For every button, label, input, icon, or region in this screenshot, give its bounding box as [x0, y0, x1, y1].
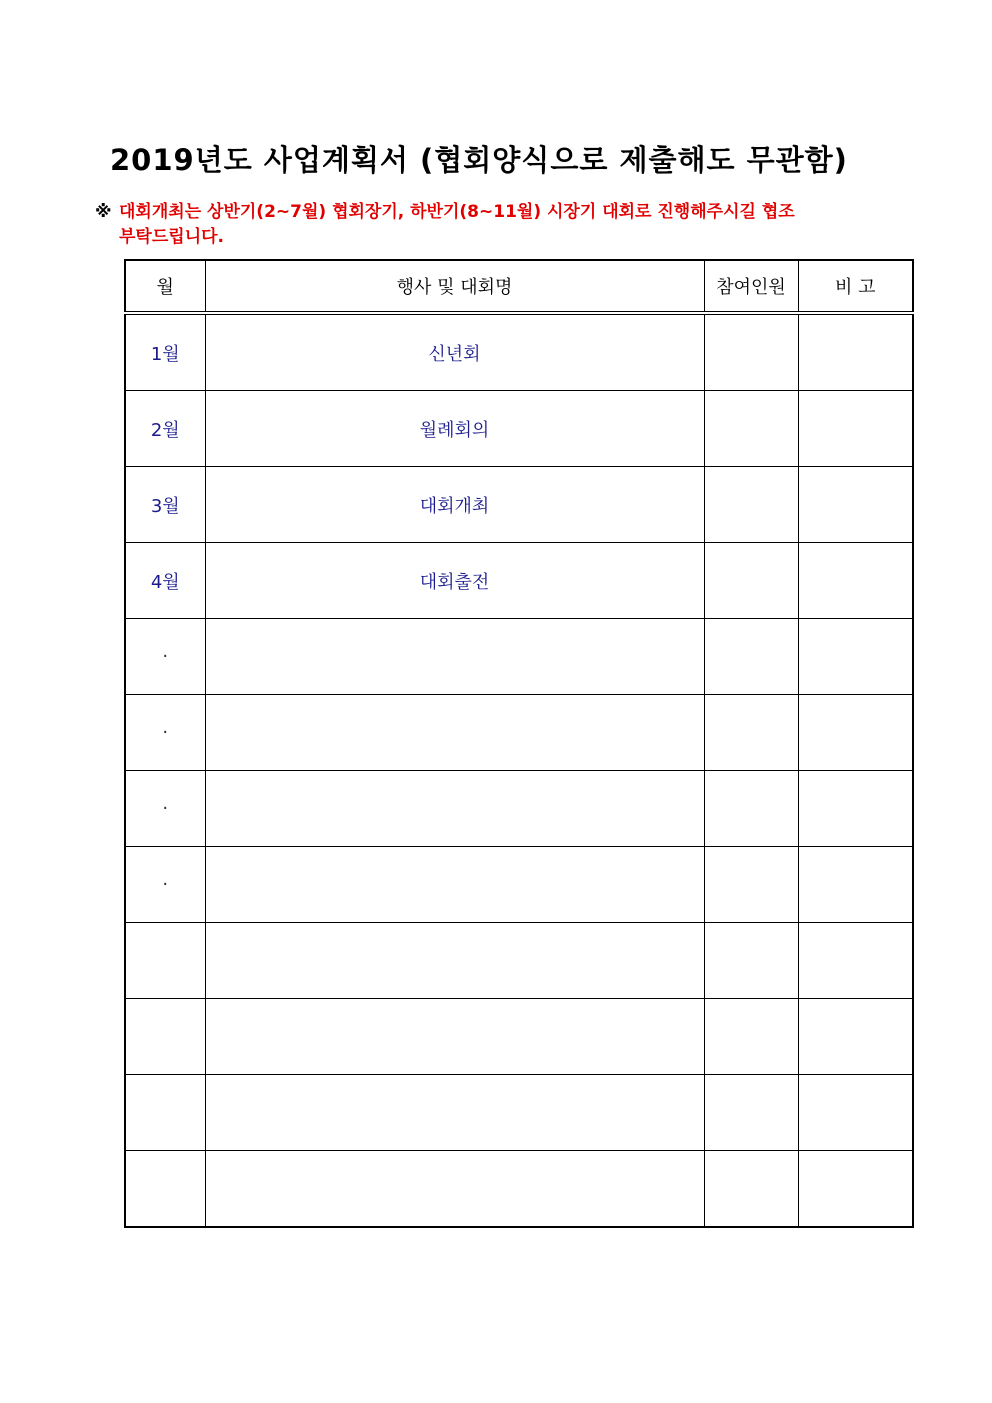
table-row [125, 313, 913, 391]
event-cell[interactable] [205, 1075, 704, 1151]
people-cell[interactable] [704, 1151, 798, 1228]
note-cell[interactable] [798, 695, 913, 771]
people-cell[interactable] [704, 391, 798, 467]
people-cell[interactable] [704, 467, 798, 543]
table-row [125, 771, 913, 847]
event-cell[interactable] [205, 847, 704, 923]
month-cell[interactable] [125, 999, 205, 1075]
event-cell[interactable] [205, 771, 704, 847]
event-cell[interactable]: 대회개최 [205, 467, 704, 543]
note-cell[interactable] [798, 1151, 913, 1228]
header-note: 비 고 [798, 260, 913, 313]
page-title: 2019년도 사업계획서 (협회양식으로 제출해도 무관함) [110, 143, 848, 177]
header-event: 행사 및 대회명 [205, 260, 704, 313]
month-cell[interactable] [125, 1151, 205, 1228]
people-cell[interactable] [704, 771, 798, 847]
table-row [125, 543, 913, 619]
people-cell[interactable] [704, 543, 798, 619]
month-cell[interactable]: 3월 [125, 467, 205, 543]
table-row [125, 999, 913, 1075]
note-cell[interactable] [798, 467, 913, 543]
people-cell[interactable] [704, 847, 798, 923]
reference-mark: ※ [95, 202, 112, 222]
people-cell[interactable] [704, 999, 798, 1075]
table-row [125, 467, 913, 543]
people-cell[interactable] [704, 313, 798, 391]
table-header-row [125, 260, 913, 313]
event-cell[interactable] [205, 1151, 704, 1228]
month-cell[interactable]: 4월 [125, 543, 205, 619]
table-row [125, 695, 913, 771]
table-row [125, 1075, 913, 1151]
month-cell[interactable]: · [125, 847, 205, 923]
month-cell[interactable]: · [125, 771, 205, 847]
table-row [125, 1151, 913, 1228]
header-month: 월 [125, 260, 205, 313]
people-cell[interactable] [704, 1075, 798, 1151]
note-cell[interactable] [798, 847, 913, 923]
note-cell[interactable] [798, 771, 913, 847]
note-cell[interactable] [798, 313, 913, 391]
month-cell[interactable]: 1월 [125, 313, 205, 391]
event-cell[interactable]: 신년회 [205, 313, 704, 391]
event-cell[interactable] [205, 923, 704, 999]
note-cell[interactable] [798, 1075, 913, 1151]
note-cell[interactable] [798, 619, 913, 695]
table-row [125, 391, 913, 467]
table-row [125, 923, 913, 999]
business-plan-table [124, 259, 914, 1228]
table-row [125, 619, 913, 695]
event-cell[interactable] [205, 619, 704, 695]
month-cell[interactable]: · [125, 619, 205, 695]
notice-line-1: 대회개최는 상반기(2~7월) 협회장기, 하반기(8~11월) 시장기 대회로 진행해주시길 협조 [119, 202, 795, 222]
note-cell[interactable] [798, 543, 913, 619]
month-cell[interactable] [125, 1075, 205, 1151]
table-row [125, 847, 913, 923]
month-cell[interactable] [125, 923, 205, 999]
event-cell[interactable] [205, 695, 704, 771]
event-cell[interactable]: 대회출전 [205, 543, 704, 619]
event-cell[interactable] [205, 999, 704, 1075]
people-cell[interactable] [704, 619, 798, 695]
note-cell[interactable] [798, 923, 913, 999]
notice [95, 200, 895, 250]
event-cell[interactable]: 월례회의 [205, 391, 704, 467]
note-cell[interactable] [798, 391, 913, 467]
people-cell[interactable] [704, 695, 798, 771]
header-people: 참여인원 [704, 260, 798, 313]
month-cell[interactable]: · [125, 695, 205, 771]
notice-line-2: 부탁드립니다. [119, 227, 224, 247]
note-cell[interactable] [798, 999, 913, 1075]
month-cell[interactable]: 2월 [125, 391, 205, 467]
people-cell[interactable] [704, 923, 798, 999]
